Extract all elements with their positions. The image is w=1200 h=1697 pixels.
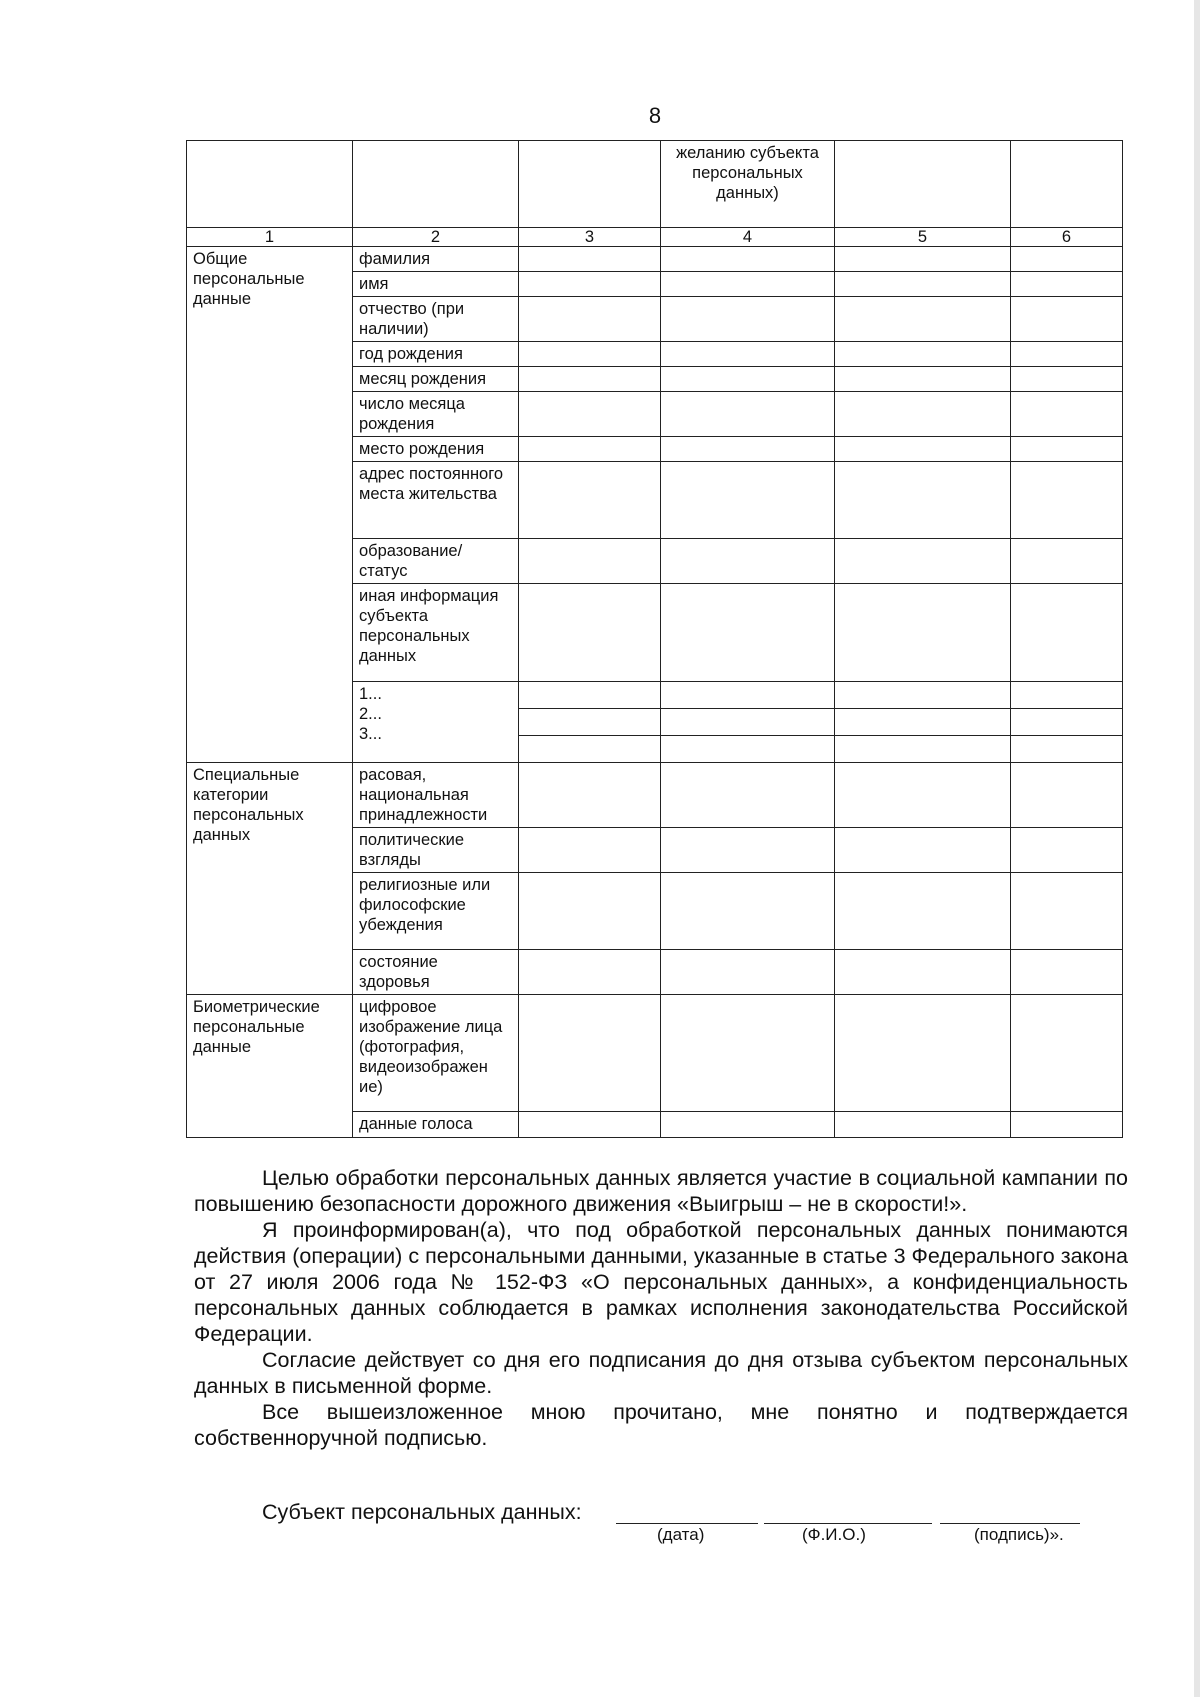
empty-cell[interactable] [661, 1112, 835, 1138]
data-item-cell: число месяца рождения [353, 392, 519, 437]
empty-cell[interactable] [835, 995, 1011, 1112]
category-cell: Общие персональные данные [187, 247, 353, 763]
empty-cell[interactable] [1011, 272, 1123, 297]
empty-cell[interactable] [661, 539, 835, 584]
empty-cell[interactable] [661, 462, 835, 539]
table-row [187, 247, 1123, 272]
data-item-cell: образование/ статус [353, 539, 519, 584]
empty-cell[interactable] [519, 873, 661, 950]
sub-cell[interactable] [835, 682, 1010, 709]
empty-cell[interactable] [661, 247, 835, 272]
empty-cell[interactable] [835, 392, 1011, 437]
column-number: 4 [661, 228, 835, 247]
empty-cell[interactable] [835, 462, 1011, 539]
empty-cell[interactable] [519, 950, 661, 995]
page-edge-shadow [1194, 0, 1200, 1697]
empty-cell[interactable] [835, 1112, 1011, 1138]
header-cell-2 [353, 141, 519, 228]
empty-cell[interactable] [1011, 297, 1123, 342]
header-cell-3 [519, 141, 661, 228]
empty-cell[interactable] [835, 763, 1011, 828]
empty-cell[interactable] [661, 763, 835, 828]
empty-cell[interactable] [519, 392, 661, 437]
sub-cell[interactable] [661, 709, 834, 736]
data-item-cell: место рождения [353, 437, 519, 462]
empty-cell[interactable] [1011, 950, 1123, 995]
table-row [187, 763, 1123, 828]
sub-cell[interactable] [835, 736, 1010, 762]
column-number: 6 [1011, 228, 1123, 247]
empty-cell[interactable] [1011, 437, 1123, 462]
empty-cell[interactable] [519, 342, 661, 367]
empty-cell[interactable] [835, 828, 1011, 873]
data-item-cell: имя [353, 272, 519, 297]
table-header-row [187, 141, 1123, 228]
header-cell-1 [187, 141, 353, 228]
data-item-cell: год рождения [353, 342, 519, 367]
empty-cell[interactable] [519, 828, 661, 873]
empty-cell[interactable] [519, 1112, 661, 1138]
data-item-cell: иная информация субъекта персональных данных [353, 584, 519, 682]
consent-text [194, 1165, 1128, 1451]
empty-cell[interactable] [1011, 995, 1123, 1112]
data-item-cell: данные голоса [353, 1112, 519, 1138]
date-caption: (дата) [657, 1525, 705, 1544]
data-item-cell: политические взгляды [353, 828, 519, 873]
confirmation-paragraph: Все вышеизложенное мною прочитано, мне понятно и подтверждается собственноручной подписью. [194, 1400, 1128, 1450]
data-item-cell: отчество (при наличии) [353, 297, 519, 342]
empty-cell[interactable] [1011, 367, 1123, 392]
column-number: 1 [187, 228, 353, 247]
empty-cell[interactable] [1011, 1112, 1123, 1138]
empty-cell[interactable] [661, 950, 835, 995]
empty-subdivided-cell[interactable] [661, 682, 835, 763]
data-item-cell: фамилия [353, 247, 519, 272]
empty-cell[interactable] [661, 995, 835, 1112]
empty-cell[interactable] [661, 342, 835, 367]
empty-cell[interactable] [661, 437, 835, 462]
column-number: 3 [519, 228, 661, 247]
empty-cell[interactable] [661, 392, 835, 437]
empty-cell[interactable] [519, 437, 661, 462]
empty-cell[interactable] [835, 437, 1011, 462]
empty-cell[interactable] [661, 873, 835, 950]
empty-cell[interactable] [661, 828, 835, 873]
empty-cell[interactable] [519, 539, 661, 584]
category-cell: Биометрические персональные данные [187, 995, 353, 1138]
sub-cell[interactable] [519, 709, 660, 736]
page-number: 8 [648, 103, 662, 128]
header-cell-4: желанию субъекта персональных данных) [661, 141, 835, 228]
sub-cell[interactable] [519, 682, 660, 709]
name-caption: (Ф.И.О.) [802, 1525, 866, 1544]
personal-data-table [186, 140, 1123, 1138]
empty-cell[interactable] [519, 462, 661, 539]
signature-caption: (подпись)». [974, 1525, 1064, 1544]
empty-cell[interactable] [1011, 584, 1123, 682]
empty-cell[interactable] [1011, 763, 1123, 828]
data-item-cell: состояние здоровья [353, 950, 519, 995]
column-number: 5 [835, 228, 1011, 247]
empty-cell[interactable] [519, 995, 661, 1112]
empty-cell[interactable] [661, 272, 835, 297]
empty-cell[interactable] [519, 763, 661, 828]
extra-items-cell [353, 682, 519, 763]
header-cell-6 [1011, 141, 1123, 228]
empty-cell[interactable] [519, 367, 661, 392]
sub-cell[interactable] [835, 709, 1010, 736]
column-number: 2 [353, 228, 519, 247]
sub-cell[interactable] [661, 736, 834, 762]
data-item-cell: цифровое изображение лица (фотография, видеоизображен ие) [353, 995, 519, 1112]
signature-label: Субъект персональных данных: [262, 1500, 582, 1524]
date-line[interactable] [616, 1523, 758, 1524]
sub-cell[interactable] [1011, 682, 1122, 709]
empty-cell[interactable] [1011, 247, 1123, 272]
empty-cell[interactable] [835, 539, 1011, 584]
signature-line[interactable] [940, 1523, 1080, 1524]
empty-cell[interactable] [1011, 828, 1123, 873]
empty-cell[interactable] [835, 342, 1011, 367]
empty-cell[interactable] [661, 584, 835, 682]
validity-paragraph: Согласие действует со дня его подписания до дня отзыва субъектом персональных данных в письменной форме. [194, 1348, 1128, 1398]
empty-cell[interactable] [1011, 462, 1123, 539]
empty-cell[interactable] [835, 247, 1011, 272]
table-row [187, 995, 1123, 1112]
sub-cell[interactable] [1011, 709, 1122, 736]
empty-cell[interactable] [835, 297, 1011, 342]
empty-subdivided-cell[interactable] [1011, 682, 1123, 763]
extra-item: 3... [359, 725, 382, 743]
empty-cell[interactable] [1011, 539, 1123, 584]
data-item-cell: религиозные или философские убеждения [353, 873, 519, 950]
empty-cell[interactable] [1011, 873, 1123, 950]
empty-cell[interactable] [519, 584, 661, 682]
empty-cell[interactable] [835, 873, 1011, 950]
empty-cell[interactable] [1011, 342, 1123, 367]
empty-cell[interactable] [519, 297, 661, 342]
data-item-cell: расовая, национальная принадлежности [353, 763, 519, 828]
header-cell-5 [835, 141, 1011, 228]
empty-cell[interactable] [835, 367, 1011, 392]
column-number-row [187, 228, 1123, 247]
sub-cell[interactable] [519, 736, 660, 762]
empty-cell[interactable] [661, 367, 835, 392]
empty-cell[interactable] [519, 247, 661, 272]
empty-cell[interactable] [519, 272, 661, 297]
name-line[interactable] [764, 1523, 932, 1524]
empty-subdivided-cell[interactable] [835, 682, 1011, 763]
extra-item: 1... [359, 685, 382, 703]
extra-item: 2... [359, 705, 382, 723]
data-item-cell: месяц рождения [353, 367, 519, 392]
empty-cell[interactable] [835, 272, 1011, 297]
empty-cell[interactable] [835, 950, 1011, 995]
processing-paragraph: Я проинформирован(а), что под обработкой персональных данных понимаются действия (операции) с персональными данными, указанные в статье 3 Федерального закона от 27 июля 2006 года № 152-ФЗ «О персональных данных», а конфиденциальность персональных данных соблюдается в рамках исполнения законодательства Российской Федерации. [194, 1218, 1128, 1346]
sub-cell[interactable] [661, 682, 834, 709]
empty-cell[interactable] [661, 297, 835, 342]
data-item-cell: адрес постоянного места жительства [353, 462, 519, 539]
empty-cell[interactable] [1011, 392, 1123, 437]
sub-cell[interactable] [1011, 736, 1122, 762]
empty-subdivided-cell[interactable] [519, 682, 661, 763]
category-cell: Специальные категории персональных данных [187, 763, 353, 995]
purpose-paragraph: Целью обработки персональных данных является участие в социальной кампании по повышению безопасности дорожного движения «Выигрыш – не в скорости!». [194, 1166, 1128, 1216]
empty-cell[interactable] [835, 584, 1011, 682]
